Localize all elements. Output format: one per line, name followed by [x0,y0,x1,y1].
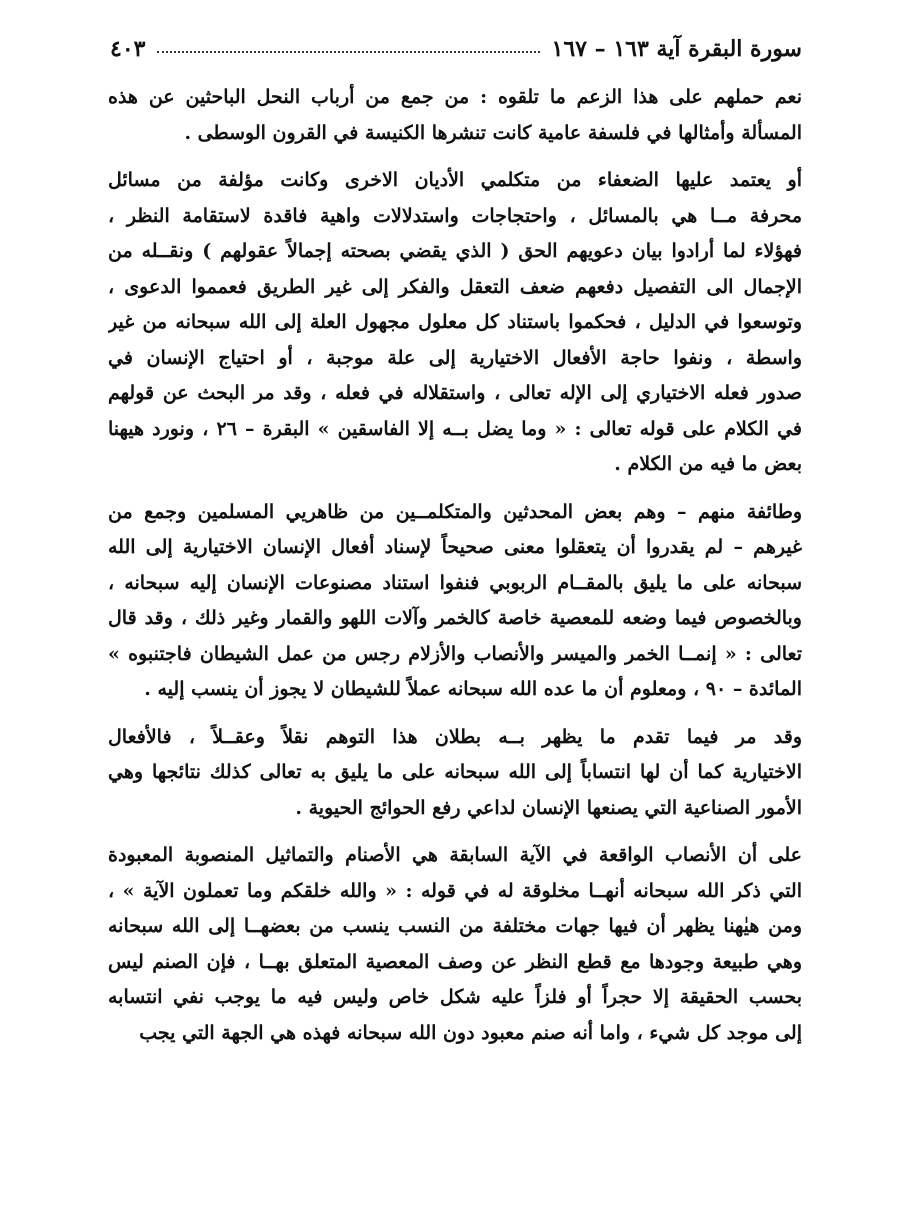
text-line: الاختيارية كما أن لها انتساباً إلى الله سبحانه على ما يليق به تعالى كذلك نتائجها وهي [108,761,802,783]
text-line: ومن هيٰهنا يظهر أن فيها جهات مختلفة من النسب ينسب من بعضهــا إلى الله سبحانه [108,915,802,937]
text-line: إلى موجد كل شيء ، واما أنه صنم معبود دون الله سبحانه فهذه هي الجهة التي يجب [139,1021,802,1044]
paragraph [108,163,802,483]
text-line: الأمور الصناعية التي يصنعها الإنسان لداعي رفع الحوائج الحيوية . [295,796,802,819]
text-line: في الكلام على قوله تعالى : « وما يضل بــه إلا الفاسقين » البقرة – ٢٦ ، ونورد هيهنا [108,417,802,440]
text-line: أو يعتمد عليها الضعفاء من متكلمي الأديان الاخرى وكانت مؤلفة من مسائل [108,169,802,191]
text-line: وهي طبيعة وجودها مع قطع النظر عن وصف المعصية المتعلق بهــا ، فإن الصنم ليس [108,950,802,973]
paragraph [108,495,802,708]
text-line: على أن الأنصاب الواقعة في الآية السابقة هي الأصنام والتماثيل المنصوبة المعبودة [108,844,802,866]
text-line: وقد مر فيما تقدم ما يظهر بــه بطلان هذا التوهم نقلاً وعقــلاً ، فالأفعال [108,725,802,748]
text-line: سبحانه على ما يليق بالمقــام الربوبي فنفوا استناد مصنوعات الإنسان إليه سبحانه ، [108,571,802,594]
text-line: بعض ما فيه من الكلام . [614,453,802,475]
text-line: المائدة – ٩٠ ، ومعلوم أن ما عده الله سبحانه عملاً للشيطان لا يجوز أن ينسب إليه . [144,678,802,700]
text-line: نعم حملهم على هذا الزعم ما تلقوه : من جمع من أرباب النحل الباحثين عن هذه [108,86,802,108]
chapter-title: سورة البقرة آية ١٦٣ – ١٦٧ [551,36,802,62]
paragraph [108,80,802,151]
text-line: صدور فعله الاختياري إلى الإله تعالى ، واستقلاله في فعله ، وقد مر البحث عن قولهم [108,382,802,404]
paragraph [108,720,802,827]
text-line: وبالخصوص فيما وضعه للمعصية خاصة كالخمر وآلات اللهو والقمار وغير ذلك ، وقد قال [108,607,802,629]
text-line: فهؤلاء لما أرادوا بيان دعويهم الحق ( الذي يقضي بصحته إجمالاً عقولهم ) ونقــله من [108,240,802,262]
page-body [108,80,802,1051]
text-line: تعالى : « إنمــا الخمر والميسر والأنصاب والأزلام رجس من عمل الشيطان فاجتنبوه » [108,642,802,665]
page-number: ٤٠٣ [110,36,146,62]
text-line: محرفة مــا هي بالمسائل ، واحتجاجات واستدلالات واهية فاقدة لاستقامة النظر ، [108,204,802,227]
text-line: واسطة ، ونفوا حاجة الأفعال الاختيارية إلى علة موجبة ، أو احتياج الإنسان في [108,346,802,369]
text-line: المسألة وأمثالها في فلسفة عامية كانت تنشرها الكنيسة في القرون الوسطى . [184,121,802,144]
text-line: التي ذكر الله سبحانه أنهــا مخلوقة له في قوله : « والله خلقكم وما تعملون الآية » ، [108,879,802,902]
text-line: وطائفة منهم – وهم بعض المحدثين والمتكلمــين من ظاهريي المسلمين وجمع من [108,500,802,523]
header-dotted-leader [157,51,539,53]
text-line: غيرهم – لم يقدروا أن يتعقلوا معنى صحيحاً لإسناد أفعال الإنسان الاختيارية إلى الله [108,536,802,558]
text-line: بحسب الحقيقة إلا حجراً أو فلزاً عليه شكل خاص وليس فيه ما يوجب نفي انتسابه [108,986,802,1008]
running-header [110,32,802,66]
text-line: الإجمال الى التفصيل دفعهم ضعف التعقل والفكر إلى غير الطريق فعمموا الدعوى ، [108,275,802,298]
text-line: وتوسعوا في الدليل ، فحكموا باستناد كل معلول مجهول العلة إلى الله سبحانه من غير [108,311,802,333]
paragraph [108,838,802,1051]
